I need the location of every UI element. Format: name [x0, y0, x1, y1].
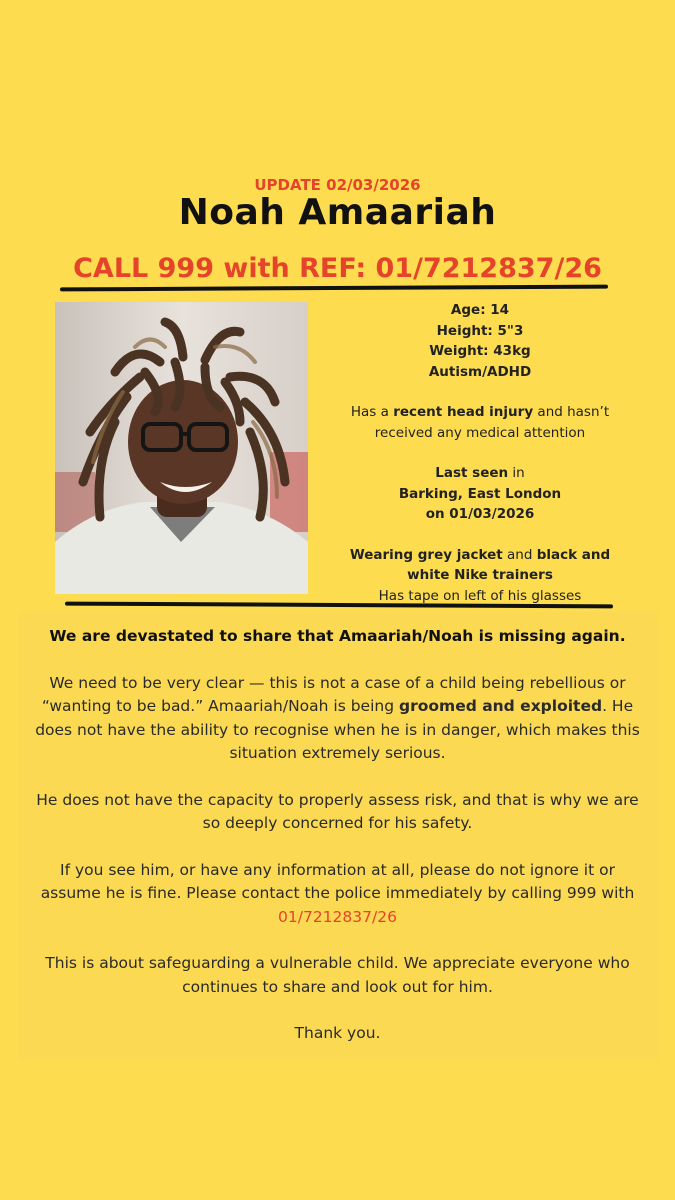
divider-top — [60, 285, 608, 292]
lead-statement: We are devastated to share that Amaariah/Noah is missing again. — [49, 627, 626, 645]
clothing-and: and — [502, 546, 537, 563]
p1-pre: We need to be very clear — this is not a case of a child being rebellious or “wanting to be bad.” Amaariah/Noah is being — [41, 673, 626, 715]
update-date: UPDATE 02/03/2026 — [254, 176, 421, 194]
person-details — [330, 300, 630, 606]
reference-number: 01/7212837/26 — [278, 907, 397, 926]
paragraph-contact — [30, 859, 645, 930]
paragraph-safeguarding: This is about safeguarding a vulnerable child. We appreciate everyone who continues to share and look out for him. — [45, 954, 630, 996]
missing-person-name: Noah Amaariah — [178, 192, 497, 233]
height: Height: 5"3 — [436, 322, 524, 339]
p1-bold: groomed and exploited — [399, 697, 603, 715]
p1-post: . He does not have the ability to recognise when he is in danger, which makes this situation extremely serious. — [35, 697, 640, 762]
call-reference: CALL 999 with REF: 01/7212837/26 — [73, 253, 602, 284]
paragraph-risk: He does not have the capacity to properly assess risk, and that is why we are so deeply concerned for his safety. — [36, 790, 639, 832]
last-seen-in: in — [508, 465, 525, 481]
injury-pre: Has a — [350, 404, 394, 420]
p3-pre: If you see him, or have any information at all, please do not ignore it or assume he is fine. Please contact the police immediately by calling 999 with — [40, 860, 635, 902]
injury-post: and hasn’t received any medical attention — [374, 404, 610, 441]
condition: Autism/ADHD — [428, 363, 532, 380]
injury-bold: recent head injury — [393, 404, 534, 420]
injury-note — [330, 402, 630, 443]
last-seen-location: Barking, East London — [398, 485, 562, 502]
clothing-description — [330, 545, 630, 586]
last-seen — [330, 463, 630, 484]
clothing-jacket: Wearing grey jacket — [349, 546, 503, 563]
clothing-trainers: black and white Nike trainers — [407, 546, 611, 583]
appeal-message — [30, 625, 645, 1069]
last-seen-label: Last seen — [435, 465, 509, 481]
age: Age: 14 — [450, 302, 510, 318]
paragraph-grooming — [30, 672, 645, 766]
person-photo — [55, 302, 308, 594]
thank-you: Thank you. — [294, 1024, 381, 1042]
last-seen-date: on 01/03/2026 — [425, 506, 535, 522]
weight: Weight: 43kg — [429, 343, 531, 359]
glasses-note: Has tape on left of his glasses — [378, 587, 582, 604]
